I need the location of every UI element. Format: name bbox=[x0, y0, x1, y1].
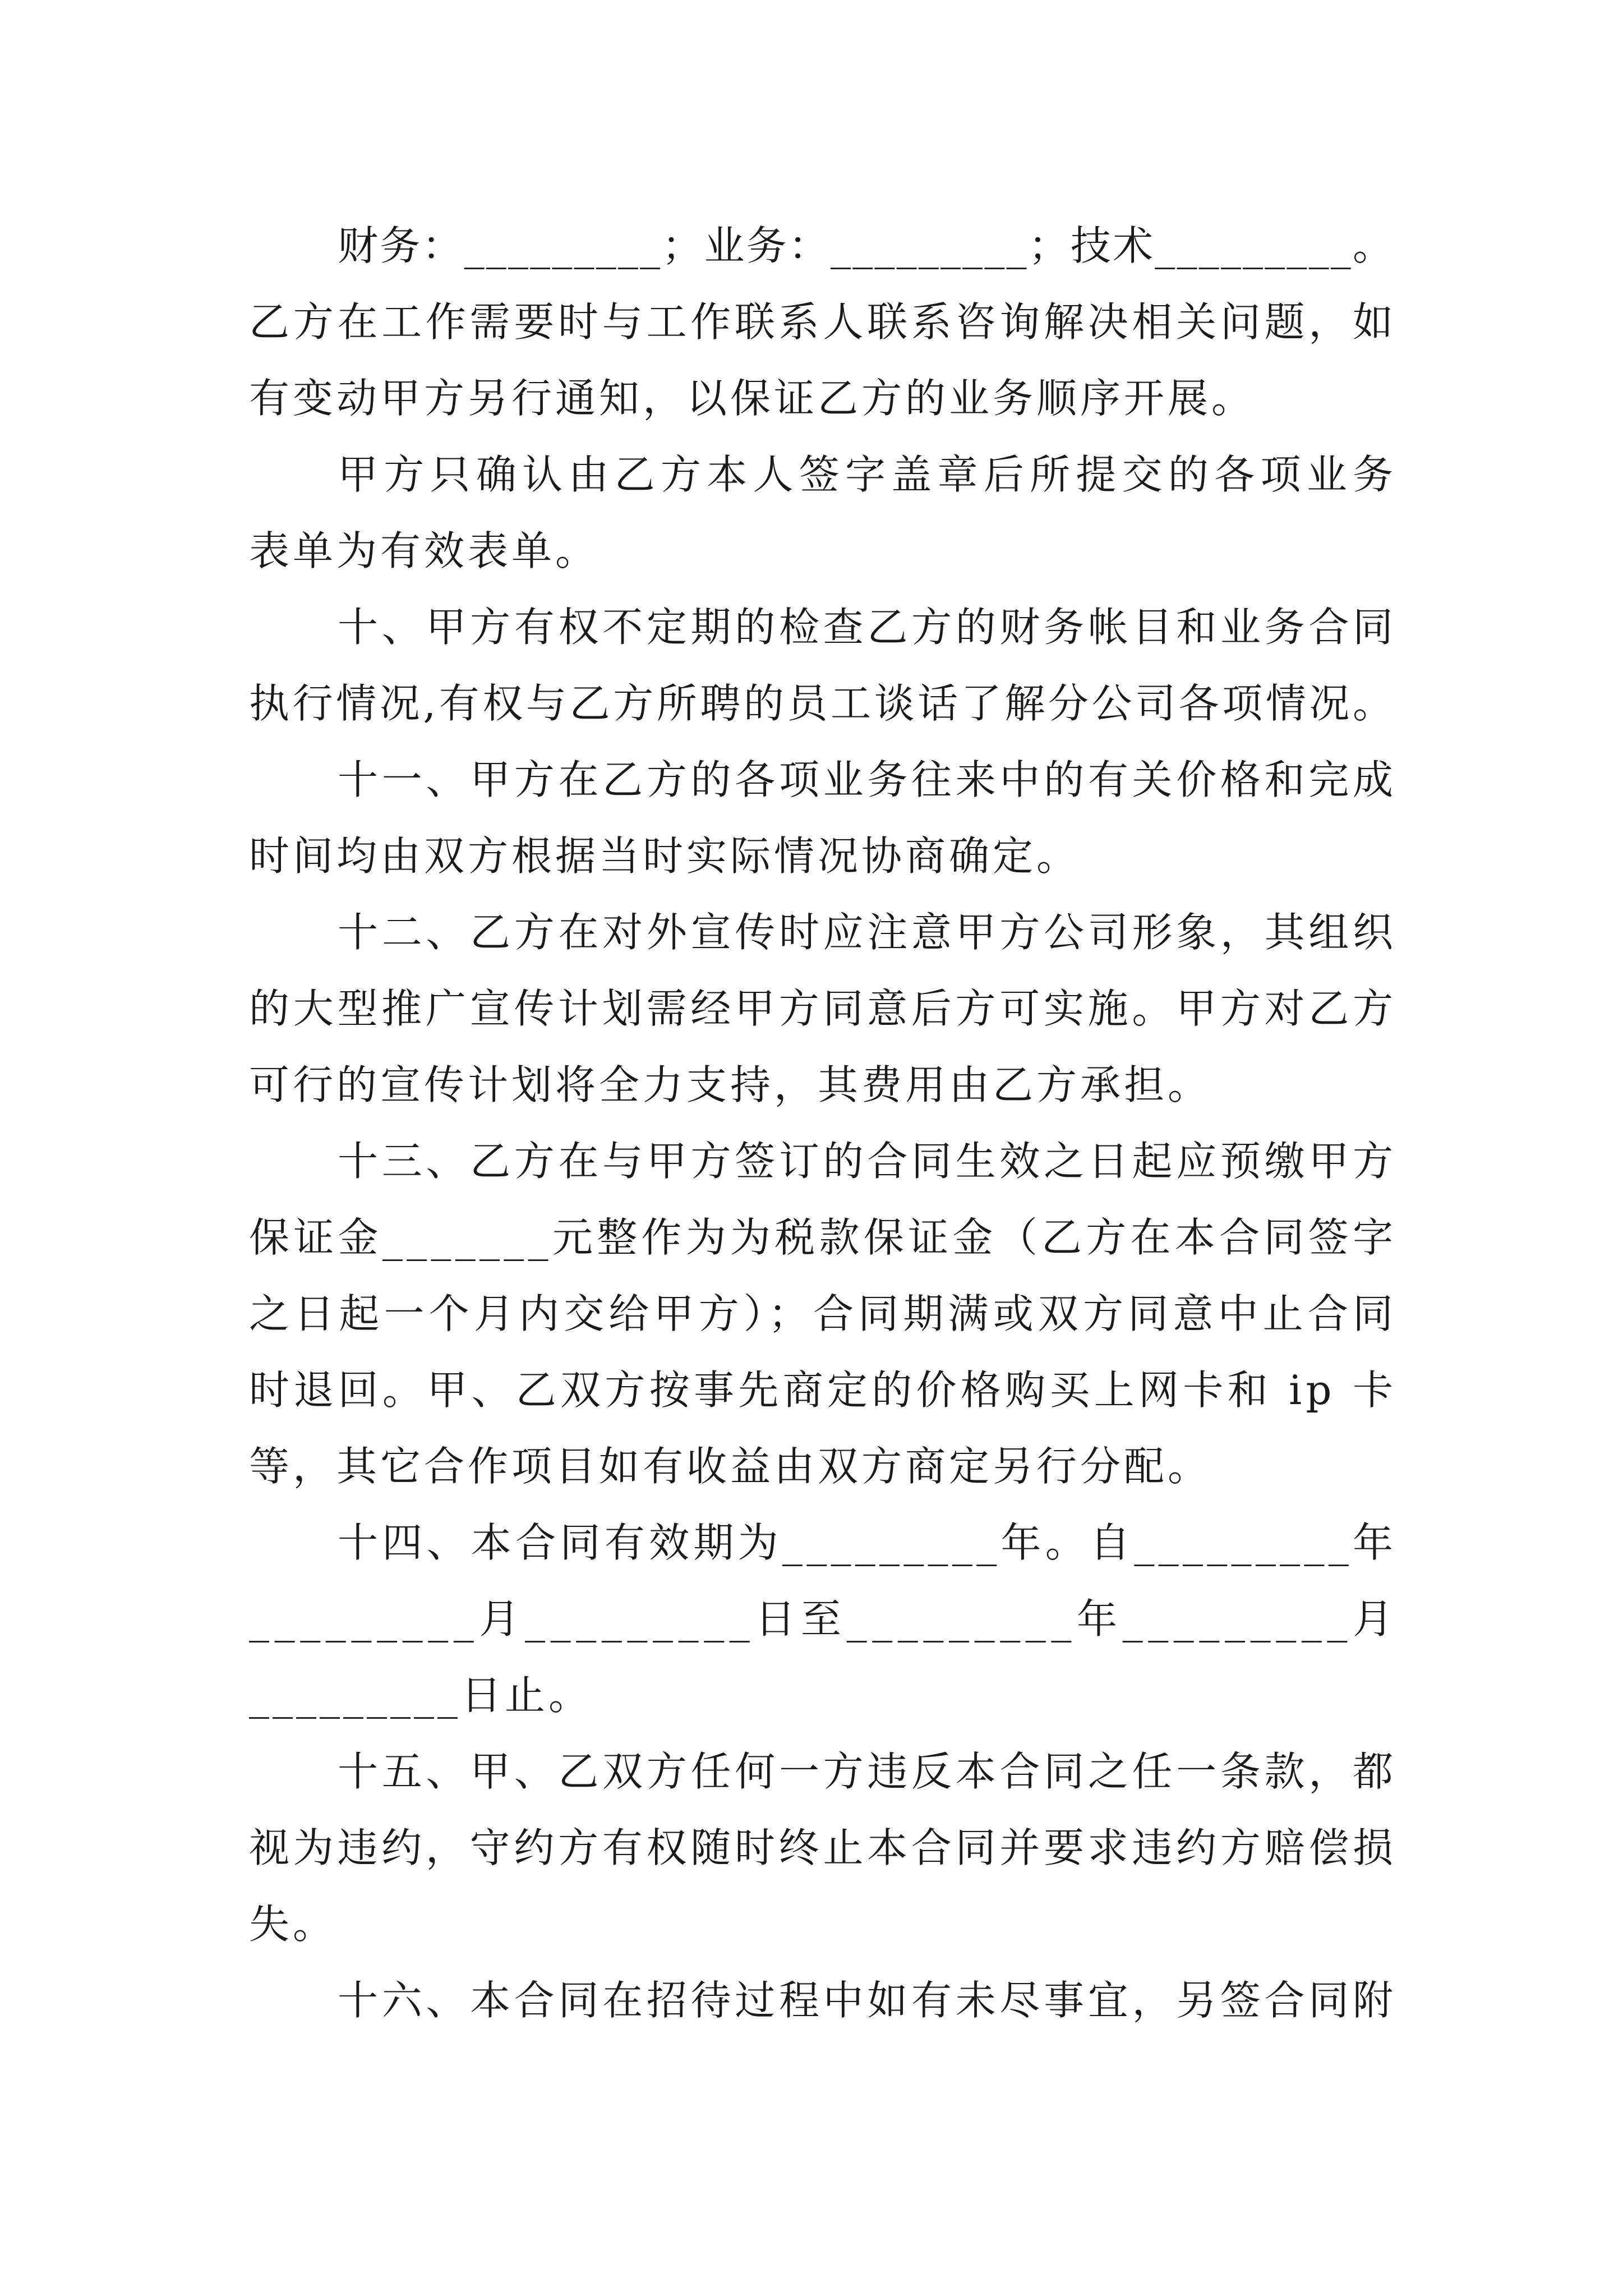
text-line: 执行情况,有权与乙方所聘的员工谈话了解分公司各项情况。 bbox=[249, 680, 1396, 727]
text-line: 十、甲方有权不定期的检查乙方的财务帐目和业务合同 bbox=[338, 604, 1397, 651]
text-line: 表单为有效表单。 bbox=[249, 527, 600, 574]
text-line: 十四、本合同有效期为_________年。自_________年 bbox=[338, 1519, 1398, 1566]
text-line: 十六、本合同在招待过程中如有未尽事宜，另签合同附 bbox=[338, 1977, 1397, 2024]
text-line: 时退回。甲、乙双方按事先商定的价格购买上网卡和 ip 卡 bbox=[249, 1366, 1398, 1414]
text-line: 乙方在工作需要时与工作联系人联系咨询解决相关问题，如 bbox=[249, 298, 1397, 346]
text-line: 财务：_________；业务：_________；技术_________。 bbox=[338, 222, 1395, 269]
text-line: 有变动甲方另行通知，以保证乙方的业务顺序开展。 bbox=[249, 375, 1256, 422]
text-line: 十一、甲方在乙方的各项业务往来中的有关价格和完成 bbox=[338, 756, 1397, 803]
text-line: 十二、乙方在对外宣传时应注意甲方公司形象，其组织 bbox=[338, 909, 1397, 956]
text-line: 失。 bbox=[249, 1901, 337, 1948]
text-line: 视为违约，守约方有权随时终止本合同并要求违约方赔偿损 bbox=[249, 1824, 1397, 1871]
text-line: 的大型推广宣传计划需经甲方同意后方可实施。甲方对乙方 bbox=[249, 985, 1397, 1032]
text-line: 时间均由双方根据当时实际情况协商确定。 bbox=[249, 832, 1081, 880]
text-line: 可行的宣传计划将全力支持，其费用由乙方承担。 bbox=[249, 1061, 1212, 1108]
text-line: 保证金_______元整作为为税款保证金（乙方在本合同签字 bbox=[249, 1214, 1398, 1261]
text-line: 甲方只确认由乙方本人签字盖章后所提交的各项业务 bbox=[338, 451, 1399, 498]
text-line: 等，其它合作项目如有收益由双方商定另行分配。 bbox=[249, 1443, 1212, 1490]
text-line: 十三、乙方在与甲方签订的合同生效之日起应预缴甲方 bbox=[338, 1138, 1397, 1185]
text-line: 十五、甲、乙双方任何一方违反本合同之任一条款，都 bbox=[338, 1748, 1397, 1795]
text-line: 之日起一个月内交给甲方）；合同期满或双方同意中止合同 bbox=[249, 1290, 1398, 1337]
text-line: _________日止。 bbox=[249, 1672, 593, 1719]
text-line: _________月_________日至_________年_________月 bbox=[249, 1595, 1399, 1642]
